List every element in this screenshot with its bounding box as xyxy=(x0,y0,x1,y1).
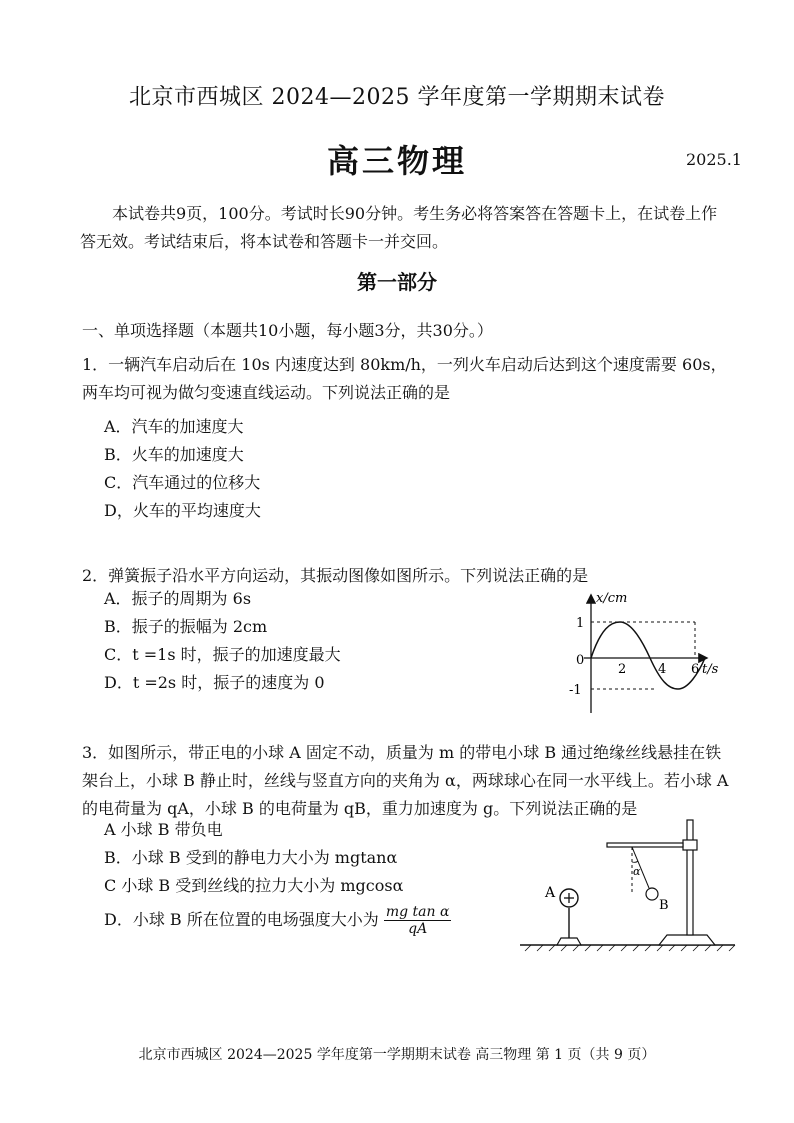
question-1-options xyxy=(104,413,261,525)
angle-label: α xyxy=(633,865,641,878)
graph-tick-x-2: 2 xyxy=(618,662,627,677)
question-1-text: 1．一辆汽车启动后在 10s 内速度达到 80km/h，一列火车启动后达到这个速度需要 60s，两车均可视为做匀变速直线运动。下列说法正确的是 xyxy=(82,355,727,402)
graph-sine-curve xyxy=(591,622,705,689)
graph-x-label: t/s xyxy=(702,662,719,677)
graph-y-label: x/cm xyxy=(596,591,628,606)
part-title: 第一部分 xyxy=(357,270,437,294)
fraction-denominator: qA xyxy=(408,921,428,937)
sphere-b xyxy=(646,888,658,900)
question-1-option-a: A．汽车的加速度大 xyxy=(104,417,244,436)
exam-instructions: 本试卷共9页，100分。考试时长90分钟。考生务必将答案答在答题卡上，在试卷上作答无效。考试结束后，将本试卷和答题卡一并交回。 xyxy=(80,204,718,251)
iron-stand-arm xyxy=(607,843,683,847)
question-2-option-d: D．t =2s 时，振子的速度为 0 xyxy=(104,673,325,692)
iron-stand-pole xyxy=(687,820,693,935)
electric-field-fraction xyxy=(384,904,452,937)
iron-stand-base xyxy=(659,935,715,945)
question-2-option-b: B．振子的振幅为 2cm xyxy=(104,617,268,636)
sphere-a-label: A xyxy=(545,885,556,901)
charged-spheres-figure xyxy=(515,812,740,957)
graph-tick-y-neg: -1 xyxy=(569,683,582,698)
question-1-option-d: D，火车的平均速度大 xyxy=(104,501,261,520)
fraction-numerator: mg tan α xyxy=(385,904,450,920)
question-3-option-a: A 小球 B 带负电 xyxy=(104,820,223,839)
question-3-option-d xyxy=(104,904,451,948)
subject-title: 高三物理 xyxy=(326,142,467,180)
question-3-option-c: C 小球 B 受到丝线的拉力大小为 mgcosα xyxy=(104,876,404,895)
sphere-a-stand-base xyxy=(557,938,581,945)
question-2-option-a: A．振子的周期为 6s xyxy=(104,589,252,608)
question-1-option-c: C．汽车通过的位移大 xyxy=(104,473,261,492)
question-3-option-b: B．小球 B 受到的静电力大小为 mgtanα xyxy=(104,848,398,867)
graph-tick-y-pos: 1 xyxy=(576,616,585,631)
question-2-options xyxy=(104,585,341,697)
section-title: 一、单项选择题（本题共10小题，每小题3分，共30分。） xyxy=(82,321,493,340)
ground-hatching xyxy=(525,945,735,951)
question-3-option-d-text: D．小球 B 所在位置的电场强度大小为 xyxy=(104,910,379,929)
angle-arc xyxy=(632,861,638,862)
graph-tick-origin: 0 xyxy=(576,653,585,668)
question-3-options xyxy=(104,816,451,948)
question-2-option-c: C．t =1s 时，振子的加速度最大 xyxy=(104,645,341,664)
page-footer: 北京市西城区 2024—2025 学年度第一学期期末试卷 高三物理 第 1 页（共 9 页） xyxy=(138,1047,656,1063)
sphere-b-label: B xyxy=(659,898,669,913)
question-3-text: 3．如图所示，带正电的小球 A 固定不动，质量为 m 的带电小球 B 通过绝缘丝线悬挂在铁架台上，小球 B 静止时，丝线与竖直方向的夹角为 α，两球球心在同一水平线上。若小球 A 的电荷量为 qA，小球 B 的电荷量为 qB，重力加速度为 g。下列说法正确的是 xyxy=(82,743,729,818)
iron-stand-clamp xyxy=(683,840,697,850)
question-1-option-b: B．火车的加速度大 xyxy=(104,445,244,464)
question-2-text: 2．弹簧振子沿水平方向运动，其振动图像如图所示。下列说法正确的是 xyxy=(82,566,589,585)
graph-tick-x-4: 4 xyxy=(658,662,667,677)
graph-tick-x-6: 6 xyxy=(691,662,700,677)
exam-title: 北京市西城区 2024—2025 学年度第一学期期末试卷 xyxy=(129,85,665,110)
vibration-graph xyxy=(560,588,719,718)
exam-date: 2025.1 xyxy=(686,150,742,169)
